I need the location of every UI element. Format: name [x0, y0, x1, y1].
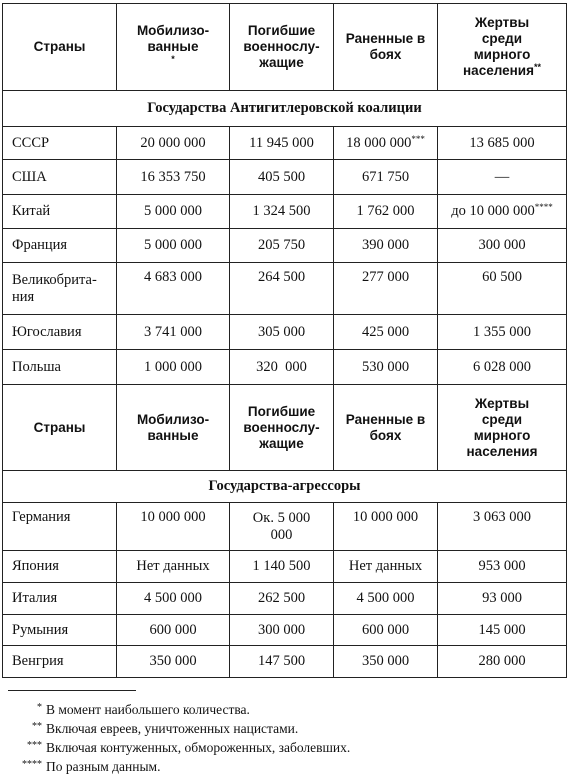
wounded-cell: 277 000	[334, 263, 438, 315]
killed-cell: 205 750	[230, 229, 334, 263]
section-axis-row	[3, 471, 567, 503]
section-allies-title: Государства Антигитлеровской коалиции	[3, 91, 567, 127]
footnote-item: ** Включая евреев, уничтоженных нацистами.	[32, 721, 299, 736]
table-row	[3, 229, 567, 263]
killed-cell: 147 500	[230, 646, 334, 678]
table-row	[3, 315, 567, 350]
country-cell: Румыния	[3, 615, 117, 646]
civilian-cell: 60 500	[438, 263, 567, 315]
table-row	[3, 551, 567, 583]
war-losses-table	[2, 3, 567, 678]
mobilized-cell: 5 000 000	[117, 195, 230, 229]
killed-cell: 264 500	[230, 263, 334, 315]
civilian-cell: 953 000	[438, 551, 567, 583]
header-row	[3, 4, 567, 91]
mobilized-cell: 1 000 000	[117, 350, 230, 385]
header-killed: Погибшие военнослу-жащие	[230, 4, 334, 91]
country-cell: Италия	[3, 583, 117, 615]
mobilized-cell: 350 000	[117, 646, 230, 678]
civilian-cell: 1 355 000	[438, 315, 567, 350]
country-cell: Великобрита-ния	[3, 263, 117, 315]
table-row	[3, 195, 567, 229]
wounded-cell: Нет данных	[334, 551, 438, 583]
table-row	[3, 615, 567, 646]
wounded-cell: 530 000	[334, 350, 438, 385]
header-civilian: Жертвы среди мирного населения**	[438, 4, 567, 91]
header-wounded: Раненные в боях	[334, 4, 438, 91]
table-row	[3, 160, 567, 195]
wounded-cell: 18 000 000***	[334, 127, 438, 160]
mobilized-cell: Нет данных	[117, 551, 230, 583]
country-cell: Япония	[3, 551, 117, 583]
mobilized-cell: 3 741 000	[117, 315, 230, 350]
footnote-item: **** По разным данным.	[22, 759, 161, 774]
killed-cell: 320 000	[230, 350, 334, 385]
header-country: Страны	[3, 4, 117, 91]
footnote-item: * В момент наибольшего количества.	[37, 702, 250, 717]
civilian-cell: 6 028 000	[438, 350, 567, 385]
wounded-cell: 671 750	[334, 160, 438, 195]
civilian-cell: 300 000	[438, 229, 567, 263]
killed-cell: 305 000	[230, 315, 334, 350]
wounded-cell: 425 000	[334, 315, 438, 350]
table-row	[3, 583, 567, 615]
header-row-repeat	[3, 385, 567, 471]
header-wounded: Раненные в боях	[334, 385, 438, 471]
killed-cell: 262 500	[230, 583, 334, 615]
header-mobilized: Мобилизо-ванные *	[117, 4, 230, 91]
section-axis-title: Государства-агрессоры	[3, 471, 567, 503]
country-cell: Германия	[3, 503, 117, 551]
table-row	[3, 350, 567, 385]
table-row	[3, 646, 567, 678]
mobilized-cell: 16 353 750	[117, 160, 230, 195]
country-cell: Китай	[3, 195, 117, 229]
civilian-cell: 280 000	[438, 646, 567, 678]
table-row	[3, 503, 567, 551]
wounded-cell: 10 000 000	[334, 503, 438, 551]
killed-cell: 1 324 500	[230, 195, 334, 229]
header-mobilized: Мобилизо-ванные	[117, 385, 230, 471]
header-country: Страны	[3, 385, 117, 471]
wounded-cell: 1 762 000	[334, 195, 438, 229]
country-cell: США	[3, 160, 117, 195]
country-cell: Югославия	[3, 315, 117, 350]
killed-cell: 1 140 500	[230, 551, 334, 583]
mobilized-cell: 4 683 000	[117, 263, 230, 315]
footnote-divider	[8, 690, 136, 691]
killed-cell: 300 000	[230, 615, 334, 646]
country-cell: Франция	[3, 229, 117, 263]
killed-cell: Ок. 5 000 000	[230, 503, 334, 551]
footnote-item: *** Включая контуженных, обмороженных, заболевших.	[27, 740, 351, 755]
mobilized-cell: 20 000 000	[117, 127, 230, 160]
header-civilian: Жертвы среди мирного населения	[438, 385, 567, 471]
wounded-cell: 4 500 000	[334, 583, 438, 615]
country-cell: СССР	[3, 127, 117, 160]
civilian-cell: до 10 000 000****	[438, 195, 567, 229]
header-killed: Погибшие военнослу-жащие	[230, 385, 334, 471]
mobilized-cell: 600 000	[117, 615, 230, 646]
civilian-cell: 145 000	[438, 615, 567, 646]
civilian-cell: 93 000	[438, 583, 567, 615]
killed-cell: 405 500	[230, 160, 334, 195]
table-row	[3, 263, 567, 315]
civilian-cell: —	[438, 160, 567, 195]
section-allies-row	[3, 91, 567, 127]
killed-cell: 11 945 000	[230, 127, 334, 160]
civilian-cell: 3 063 000	[438, 503, 567, 551]
mobilized-cell: 4 500 000	[117, 583, 230, 615]
wounded-cell: 600 000	[334, 615, 438, 646]
country-cell: Польша	[3, 350, 117, 385]
country-cell: Венгрия	[3, 646, 117, 678]
table-row	[3, 127, 567, 160]
wounded-cell: 350 000	[334, 646, 438, 678]
wounded-cell: 390 000	[334, 229, 438, 263]
mobilized-cell: 5 000 000	[117, 229, 230, 263]
civilian-cell: 13 685 000	[438, 127, 567, 160]
mobilized-cell: 10 000 000	[117, 503, 230, 551]
